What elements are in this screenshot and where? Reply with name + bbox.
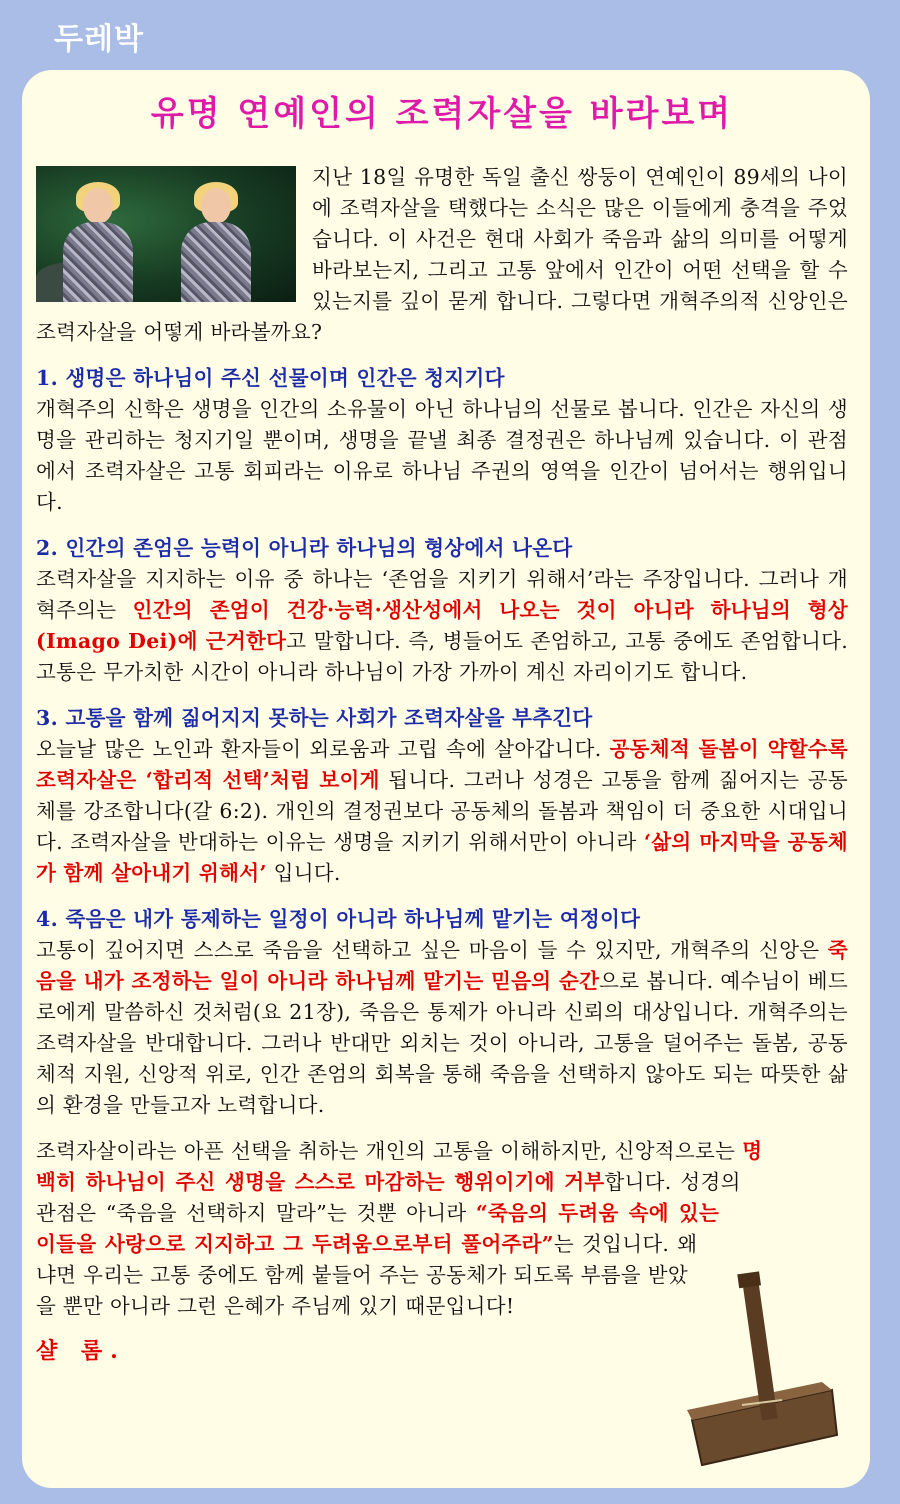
section-1-heading: 1. 생명은 하나님이 주신 선물이며 인간은 청지기다: [36, 366, 505, 390]
emphasis-text: “죽음의 두려움 속에 있는 이들을 사랑으로 지지하고 그 두려움으로부터 풀어주라”: [36, 1201, 720, 1256]
closing-text: 조력자살이라는 아픈 선택을 취하는 개인의 고통을 이해하지만, 신앙적으로는 명백히 하나님이 주신 생명을 스스로 마감하는 행위이기에 거부합니다. 성경의 관점은 “죽음을 선택하지 말라”는 것뿐 아니라 “죽음의 두려움 속에 있는 이들을 사랑으로 지지하고 그 두려움으로부터 풀어주라”는 것입니다. 왜냐면 우리는 고통 중에도 함께 붙들어 주는 공동체가 되도록 부름을 받았을 뿐만 아니라 그런 은혜가 주님께 있기 때문입니다!: [36, 1139, 763, 1318]
emphasis-text: 인간의 존엄이 건강·능력·생산성에서 나오는 것이 아니라 하나님의 형상(Imago Dei)에 근거한다: [36, 598, 848, 653]
section-4-heading: 4. 죽음은 내가 통제하는 일정이 아니라 하나님께 맡기는 여정이다: [36, 907, 641, 931]
section-4-text: 고통이 깊어지면 스스로 죽음을 선택하고 싶은 마음이 들 수 있지만, 개혁주의 신앙은 죽음을 내가 조정하는 일이 아니라 하나님께 맡기는 믿음의 순간으로 봅니다. 예수님이 베드로에게 말씀하신 것처럼(요 21장), 죽음은 통제가 아니라 신뢰의 대상입니다. 개혁주의는 조력자살을 반대합니다. 그러나 반대만 외치는 것이 아니라, 고통을 덜어주는 돌봄, 공동체적 지원, 신앙적 위로, 인간 존엄의 회복을 통해 죽음을 선택하지 않아도 되는 따뜻한 삶의 환경을 만들고자 노력합니다.: [36, 938, 848, 1117]
section-3-text: 오늘날 많은 노인과 환자들이 외로움과 고립 속에 살아갑니다. 공동체적 돌봄이 약할수록 조력자살은 ‘합리적 선택’처럼 보이게 됩니다. 그러나 성경은 고통을 함께 짊어지는 공동체를 강조합니다(갈 6:2). 개인의 결정권보다 공동체의 돌봄과 책임이 더 중요한 시대입니다. 조력자살을 반대하는 이유는 생명을 지키기 위해서만이 아니라 ‘삶의 마지막을 공동체가 함께 살아내기 위해서’ 입니다.: [36, 737, 848, 885]
signoff: 샬 롬.: [36, 1338, 126, 1364]
emphasis-text: 공동체적 돌봄이 약할수록 조력자살은 ‘합리적 선택’처럼 보이게: [36, 737, 848, 792]
section-1-text: 개혁주의 신학은 생명을 인간의 소유물이 아닌 하나님의 선물로 봅니다. 인간은 자신의 생명을 관리하는 청지기일 뿐이며, 생명을 끝낼 최종 결정권은 하나님께 있습니다. 이 관점에서 조력자살은 고통 회피라는 이유로 하나님 주권의 영역을 인간이 넘어서는 행위입니다.: [36, 397, 848, 514]
section-3: [36, 703, 848, 889]
emphasis-text: 죽음을 내가 조정하는 일이 아니라 하나님께 맡기는 믿음의 순간: [36, 938, 848, 993]
section-2-heading: 2. 인간의 존엄은 능력이 아니라 하나님의 형상에서 나온다: [36, 536, 573, 560]
emphasis-text: ‘삶의 마지막을 공동체가 함께 살아내기 위해서’: [36, 830, 848, 885]
wooden-tool-image: [682, 1270, 842, 1470]
header-label: 두레박: [54, 22, 144, 57]
intro-paragraph: 지난 18일 유명한 독일 출신 쌍둥이 연예인이 89세의 나이에 조력자살을 택했다는 소식은 많은 이들에게 충격을 주었습니다. 이 사건은 현대 사회가 죽음과 삶의 의미를 어떻게 바라보는지, 그리고 고통 앞에서 인간이 어떤 선택을 할 수 있는지를 깊이 묻게 합니다. 그렇다면 개혁주의적 신앙인은 조력자살을 어떻게 바라볼까요?: [36, 165, 848, 344]
article-title: 유명 연예인의 조력자살을 바라보며: [150, 94, 734, 134]
section-1: [36, 363, 848, 518]
article-card: [22, 70, 870, 1488]
section-3-heading: 3. 고통을 함께 짊어지지 못하는 사회가 조력자살을 부추긴다: [36, 706, 593, 730]
section-2: [36, 533, 848, 688]
section-2-text: 조력자살을 지지하는 이유 중 하나는 ‘존엄을 지키기 위해서’라는 주장입니다. 그러나 개혁주의는 인간의 존엄이 건강·능력·생산성에서 나오는 것이 아니라 하나님의 형상(Imago Dei)에 근거한다고 말합니다. 즉, 병들어도 존엄하고, 고통 중에도 존엄합니다. 고통은 무가치한 시간이 아니라 하나님이 가장 가까이 계신 자리이기도 합니다.: [36, 567, 849, 684]
twins-photo: [36, 166, 296, 302]
section-4: [36, 904, 848, 1121]
article-body: [36, 162, 848, 1367]
emphasis-text: 명백히 하나님이 주신 생명을 스스로 마감하는 행위이기에 거부: [36, 1139, 763, 1194]
